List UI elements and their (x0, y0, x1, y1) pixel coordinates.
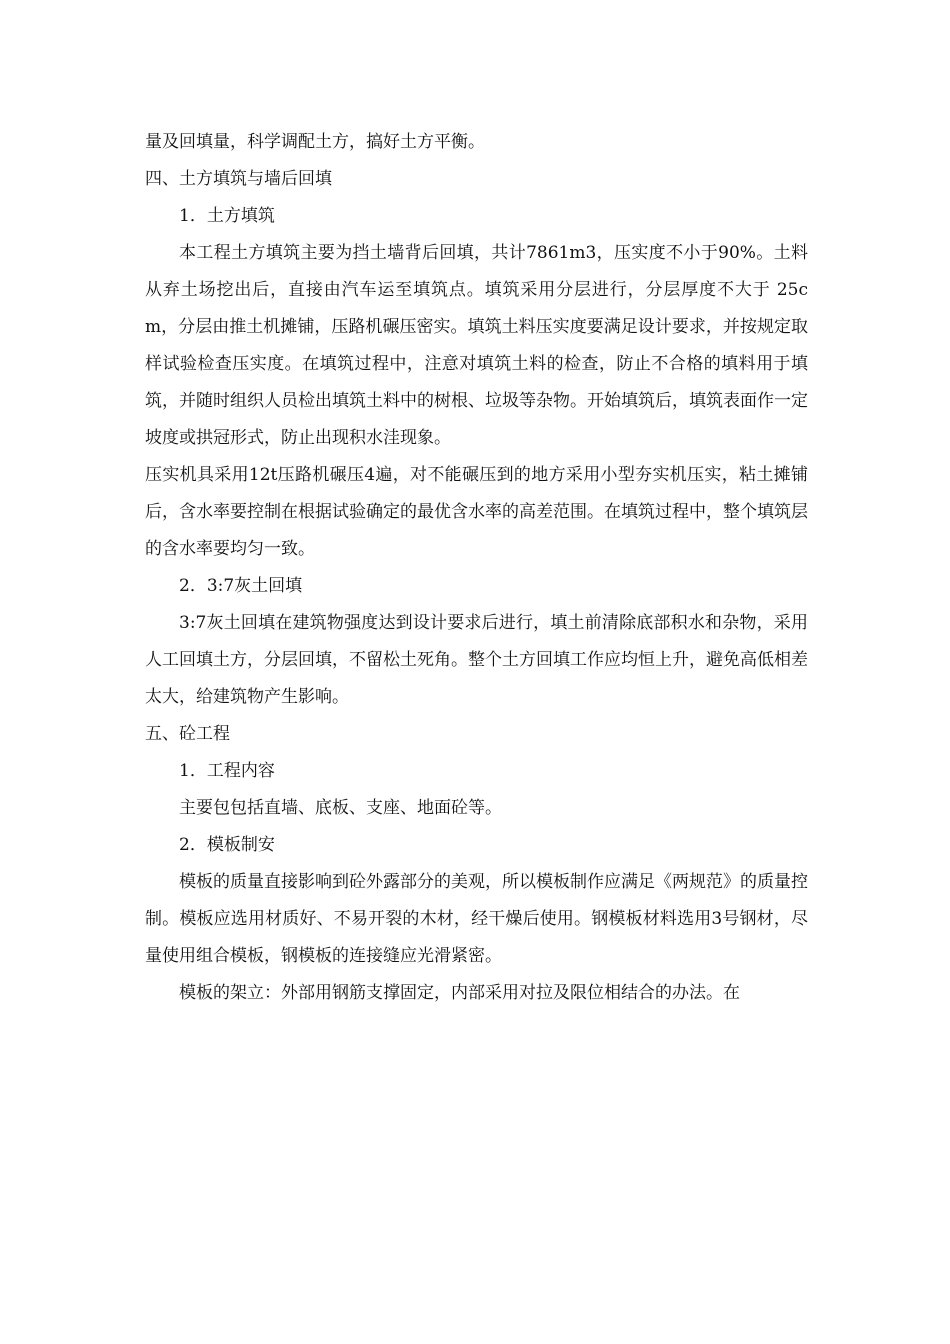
section-heading-5: 五、砼工程 (145, 724, 230, 744)
subheading-lime-soil-backfill: 2．3:7灰土回填 (179, 576, 303, 596)
subheading-earth-filling: 1．土方填筑 (179, 206, 275, 226)
paragraph-formwork-erection: 模板的架立：外部用钢筋支撑固定，内部采用对拉及限位相结合的办法。在 (179, 983, 740, 1003)
paragraph-earth-filling: 本工程土方填筑主要为挡土墙背后回填，共计7861m3，压实度不小于90%。土料从弃土场挖出后，直接由汽车运至填筑点。填筑采用分层进行，分层厚度不大于 25cm，分层由推土机摊铺，压路机碾压密实。填筑土料压实度要满足设计要求，并按规定取样试验检查压实度。在填筑过程中，注意对填筑土料的检查，防止不合格的填料用于填筑，并随时组织人员检出填筑土料中的树根、垃圾等杂物。开始填筑后，填筑表面作一定坡度或拱冠形式，防止出现积水洼现象。 (145, 243, 808, 448)
section-heading-4: 四、土方填筑与墙后回填 (145, 169, 332, 189)
subheading-formwork: 2．模板制安 (179, 835, 275, 855)
paragraph-compaction: 压实机具采用12t压路机碾压4遍，对不能碾压到的地方采用小型夯实机压实，粘土摊铺后，含水率要控制在根据试验确定的最优含水率的高差范围。在填筑过程中，整个填筑层的含水率要均匀一致。 (145, 465, 808, 559)
paragraph-formwork-quality: 模板的质量直接影响到砼外露部分的美观，所以模板制作应满足《两规范》的质量控制。模板应选用材质好、不易开裂的木材，经干燥后使用。钢模板材料选用3号钢材，尽量使用组合模板，钢模板的连接缝应光滑紧密。 (145, 872, 808, 966)
subheading-work-content: 1．工程内容 (179, 761, 275, 781)
paragraph-1: 量及回填量，科学调配土方，搞好土方平衡。 (145, 132, 485, 152)
paragraph-work-content: 主要包包括直墙、底板、支座、地面砼等。 (179, 798, 502, 818)
document-body (145, 124, 808, 1012)
paragraph-lime-soil-backfill: 3:7灰土回填在建筑物强度达到设计要求后进行，填土前清除底部积水和杂物，采用人工回填土方，分层回填，不留松土死角。整个土方回填工作应均恒上升，避免高低相差太大，给建筑物产生影响。 (145, 613, 808, 707)
